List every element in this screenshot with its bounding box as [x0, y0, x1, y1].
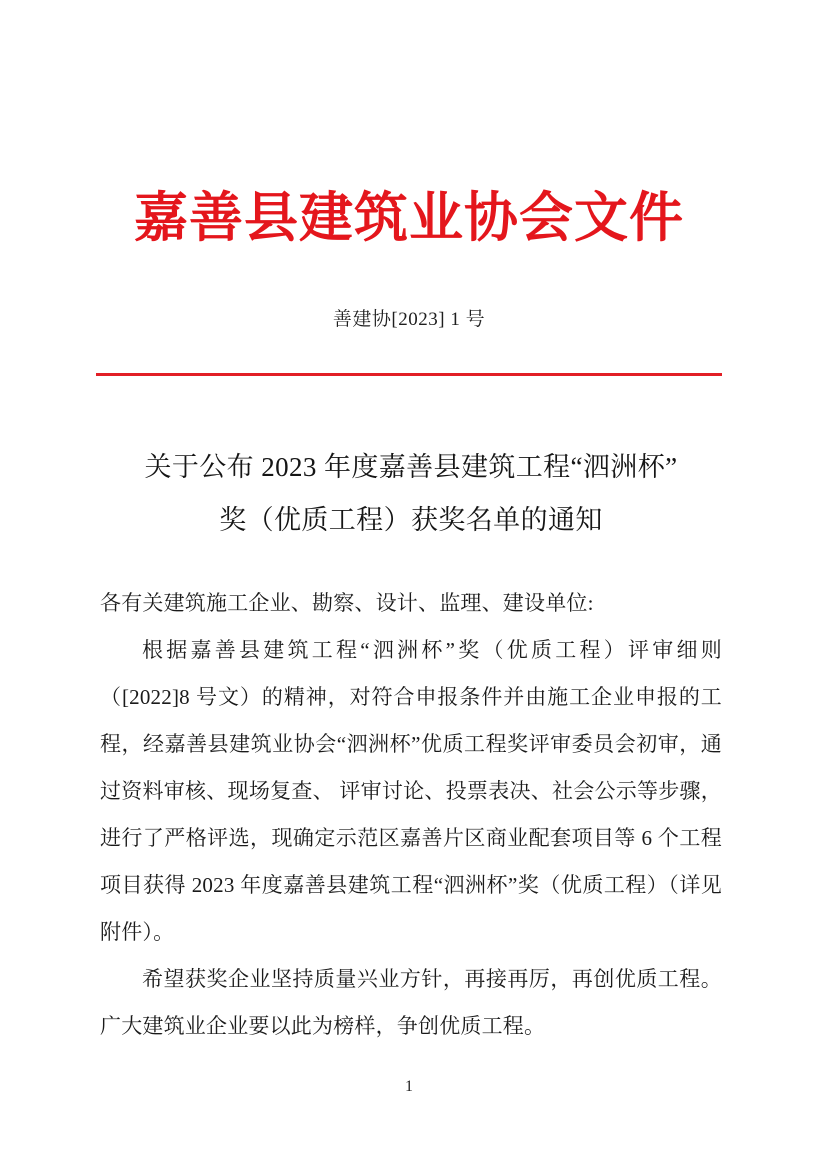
document-body: [100, 580, 722, 1050]
salutation-line: 各有关建筑施工企业、勘察、设计、监理、建设单位:: [100, 591, 594, 615]
organization-masthead-title: 嘉善县建筑业协会文件: [134, 188, 684, 248]
document-number: 善建协[2023] 1 号: [332, 309, 486, 330]
document-title: [104, 441, 718, 547]
body-paragraph-1: 根据嘉善县建筑工程“泗洲杯”奖（优质工程）评审细则（[2022]8 号文）的精神，对符合申报条件并由施工企业申报的工程，经嘉善县建筑业协会“泗洲杯”优质工程奖评审委员会初审，通过资料审核、现场复查、 评审讨论、投票表决、社会公示等步骤，进行了严格评选，现确定示范区嘉善片区商业配套项目等 6 个工程项目获得 2023 年度嘉善县建筑工程“泗洲杯”奖（优质工程）（详见附件）。: [100, 638, 722, 944]
document-title-line-2: 奖（优质工程）获奖名单的通知: [219, 505, 603, 535]
document-title-line-1: 关于公布 2023 年度嘉善县建筑工程“泗洲杯”: [144, 452, 678, 482]
page-number: 1: [405, 1078, 413, 1095]
red-separator-rule: [96, 373, 722, 376]
body-paragraph-2: 希望获奖企业坚持质量兴业方针，再接再厉，再创优质工程。广大建筑业企业要以此为榜样，争创优质工程。: [100, 967, 722, 1038]
masthead: [0, 188, 818, 248]
